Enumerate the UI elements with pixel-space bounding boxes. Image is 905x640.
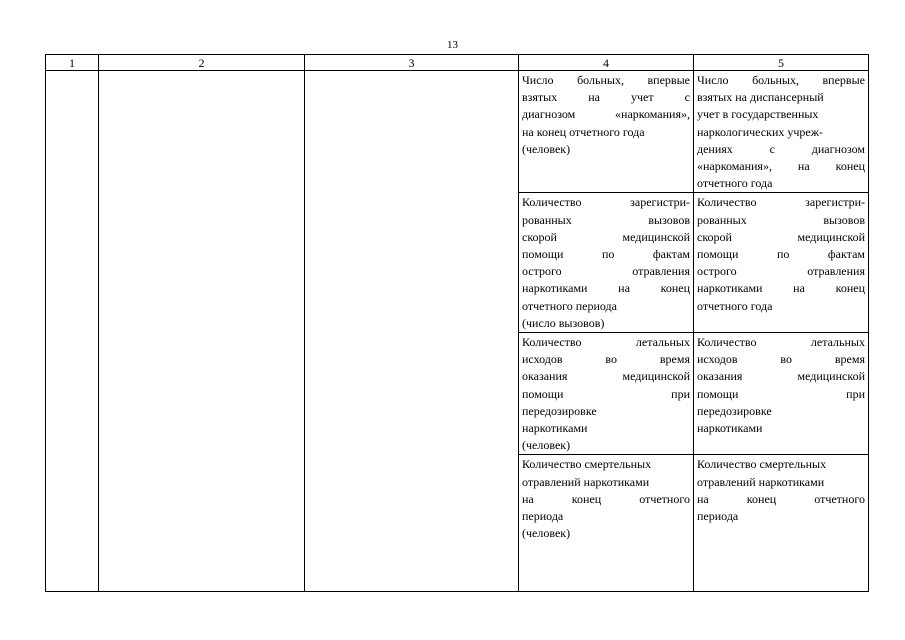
word: по xyxy=(601,247,615,262)
text-line xyxy=(697,212,865,229)
text-line xyxy=(522,491,690,508)
word: медицинской xyxy=(622,229,690,244)
word: дениях xyxy=(697,141,733,156)
word: скорой xyxy=(522,229,557,244)
word: (человек) xyxy=(522,141,571,156)
word: летальных xyxy=(810,335,865,350)
text-line xyxy=(522,141,690,158)
indicator-cell xyxy=(519,333,694,455)
word: во xyxy=(605,352,618,367)
text-line xyxy=(522,437,690,454)
word: на xyxy=(797,159,810,174)
word: периода xyxy=(697,509,739,524)
word: Количество смертельных xyxy=(522,457,652,472)
word: впервые xyxy=(647,73,690,87)
word: на xyxy=(588,90,600,105)
column-2-cell xyxy=(99,71,305,592)
text-line xyxy=(697,334,865,351)
word: на xyxy=(522,491,534,506)
text-line xyxy=(697,263,865,280)
word: по xyxy=(776,247,790,262)
page-number: 13 xyxy=(447,39,458,51)
word: помощи xyxy=(522,247,564,262)
word: при xyxy=(671,386,690,401)
text-line xyxy=(522,420,690,437)
word: конец xyxy=(835,281,865,296)
word: на xyxy=(618,281,630,296)
word: периода xyxy=(522,509,564,524)
text-line xyxy=(522,386,690,403)
word: с xyxy=(769,141,775,156)
word: (человек) xyxy=(522,438,571,453)
word: отравлений наркотиками xyxy=(697,474,825,489)
word: взятых на диспансерный xyxy=(697,90,824,105)
word: наркотиками xyxy=(522,421,588,436)
word: наркотиками xyxy=(522,281,588,296)
word: отравлений наркотиками xyxy=(522,474,650,489)
word: учет xyxy=(631,90,654,105)
word: конец xyxy=(571,491,602,506)
word: больных, xyxy=(752,73,799,87)
text-line xyxy=(697,351,865,368)
text-line xyxy=(697,386,865,403)
indicator-text xyxy=(519,455,693,542)
text-line xyxy=(522,334,690,351)
table-row xyxy=(46,71,869,193)
word: взятых xyxy=(522,90,558,105)
text-line xyxy=(522,124,690,141)
text-line xyxy=(697,72,865,89)
word: отчетного периода xyxy=(522,298,617,313)
text-line xyxy=(697,246,865,263)
indicator-cell xyxy=(694,193,869,333)
word: на xyxy=(697,491,709,506)
word: зарегистри- xyxy=(630,195,690,210)
word: больных, xyxy=(577,73,624,87)
column-header-5: 5 xyxy=(694,55,869,71)
word: Количество xyxy=(522,335,582,350)
word: Количество xyxy=(697,335,757,350)
text-line xyxy=(522,456,690,473)
word: острого xyxy=(522,264,562,279)
word: «наркомания», xyxy=(697,159,772,174)
text-line xyxy=(522,106,690,123)
indicator-text xyxy=(519,333,693,454)
word: исходов xyxy=(522,352,563,367)
word: исходов xyxy=(697,352,738,367)
text-line xyxy=(697,280,865,297)
word: Число xyxy=(697,73,729,87)
indicator-text xyxy=(519,193,693,332)
indicator-cell xyxy=(694,71,869,193)
word: на конец отчетного года xyxy=(522,124,645,139)
word: во xyxy=(780,352,793,367)
indicator-cell xyxy=(694,333,869,455)
column-3-cell xyxy=(305,71,519,592)
text-line xyxy=(697,508,865,525)
word: рованных xyxy=(697,212,747,227)
word: «наркомания», xyxy=(615,107,690,122)
text-line xyxy=(522,280,690,297)
table-header-row xyxy=(46,55,869,71)
indicator-text xyxy=(694,333,868,437)
word: рованных xyxy=(522,212,572,227)
text-line xyxy=(697,229,865,246)
text-line xyxy=(522,525,690,542)
text-line xyxy=(697,124,865,141)
text-line xyxy=(522,194,690,211)
word: наркотиками xyxy=(697,281,763,296)
word: медицинской xyxy=(797,369,865,384)
column-header-3: 3 xyxy=(305,55,519,71)
word: медицинской xyxy=(797,229,865,244)
text-line xyxy=(697,456,865,473)
word: конец xyxy=(746,491,777,506)
word: Количество xyxy=(522,195,582,210)
indicator-cell xyxy=(519,71,694,193)
word: время xyxy=(834,352,865,367)
word: помощи xyxy=(697,247,739,262)
word: передозировке xyxy=(522,403,597,418)
indicator-text xyxy=(694,455,868,525)
word: Количество смертельных xyxy=(697,457,827,472)
indicators-table xyxy=(45,54,869,592)
text-line xyxy=(522,212,690,229)
text-line xyxy=(697,403,865,420)
indicator-cell xyxy=(694,455,869,592)
word: Количество xyxy=(697,195,757,210)
text-line xyxy=(522,315,690,332)
column-1-cell xyxy=(46,71,99,592)
text-line xyxy=(697,89,865,106)
word: наркологических учреж- xyxy=(697,124,824,139)
word: диагнозом xyxy=(811,141,865,156)
word: помощи xyxy=(522,386,564,401)
column-header-4: 4 xyxy=(519,55,694,71)
indicator-cell xyxy=(519,455,694,592)
text-line xyxy=(697,420,865,437)
text-line xyxy=(522,89,690,106)
indicator-cell xyxy=(519,193,694,333)
word: скорой xyxy=(697,229,732,244)
word: помощи xyxy=(697,386,739,401)
word: летальных xyxy=(635,335,690,350)
word: отчетного года xyxy=(697,298,773,313)
text-line xyxy=(697,194,865,211)
word: с xyxy=(684,90,690,105)
text-line xyxy=(522,229,690,246)
text-line xyxy=(522,246,690,263)
column-header-1: 1 xyxy=(46,55,99,71)
text-line xyxy=(697,491,865,508)
indicator-text xyxy=(519,71,693,158)
text-line xyxy=(522,368,690,385)
text-line xyxy=(522,403,690,420)
word: (число вызовов) xyxy=(522,315,605,330)
word: учет в государственных xyxy=(697,107,819,122)
word: вызовов xyxy=(823,212,865,227)
word: конец xyxy=(835,159,865,174)
column-header-2: 2 xyxy=(99,55,305,71)
text-line xyxy=(522,298,690,315)
indicator-text xyxy=(694,71,868,192)
text-line xyxy=(697,368,865,385)
text-line xyxy=(522,72,690,89)
word: на xyxy=(793,281,805,296)
text-line xyxy=(522,508,690,525)
word: наркотиками xyxy=(697,421,763,436)
word: отчетного года xyxy=(697,176,773,191)
text-line xyxy=(522,474,690,491)
word: отравления xyxy=(632,264,690,279)
word: отравления xyxy=(807,264,865,279)
text-line xyxy=(697,158,865,175)
word: оказания xyxy=(697,369,743,384)
word: фактам xyxy=(827,247,865,262)
word: впервые xyxy=(822,73,865,87)
word: отчетного xyxy=(639,491,690,506)
indicator-text xyxy=(694,193,868,314)
word: (человек) xyxy=(522,526,571,541)
word: фактам xyxy=(652,247,690,262)
word: оказания xyxy=(522,369,568,384)
word: время xyxy=(659,352,690,367)
word: острого xyxy=(697,264,737,279)
word: зарегистри- xyxy=(805,195,865,210)
text-line xyxy=(697,141,865,158)
word: конец xyxy=(660,281,690,296)
text-line xyxy=(697,474,865,491)
word: медицинской xyxy=(622,369,690,384)
word: при xyxy=(846,386,865,401)
word: передозировке xyxy=(697,403,772,418)
word: отчетного xyxy=(814,491,865,506)
word: диагнозом xyxy=(522,107,576,122)
text-line xyxy=(697,175,865,192)
word: Число xyxy=(522,73,554,87)
text-line xyxy=(697,106,865,123)
text-line xyxy=(697,298,865,315)
text-line xyxy=(522,351,690,368)
text-line xyxy=(522,263,690,280)
word: вызовов xyxy=(648,212,690,227)
